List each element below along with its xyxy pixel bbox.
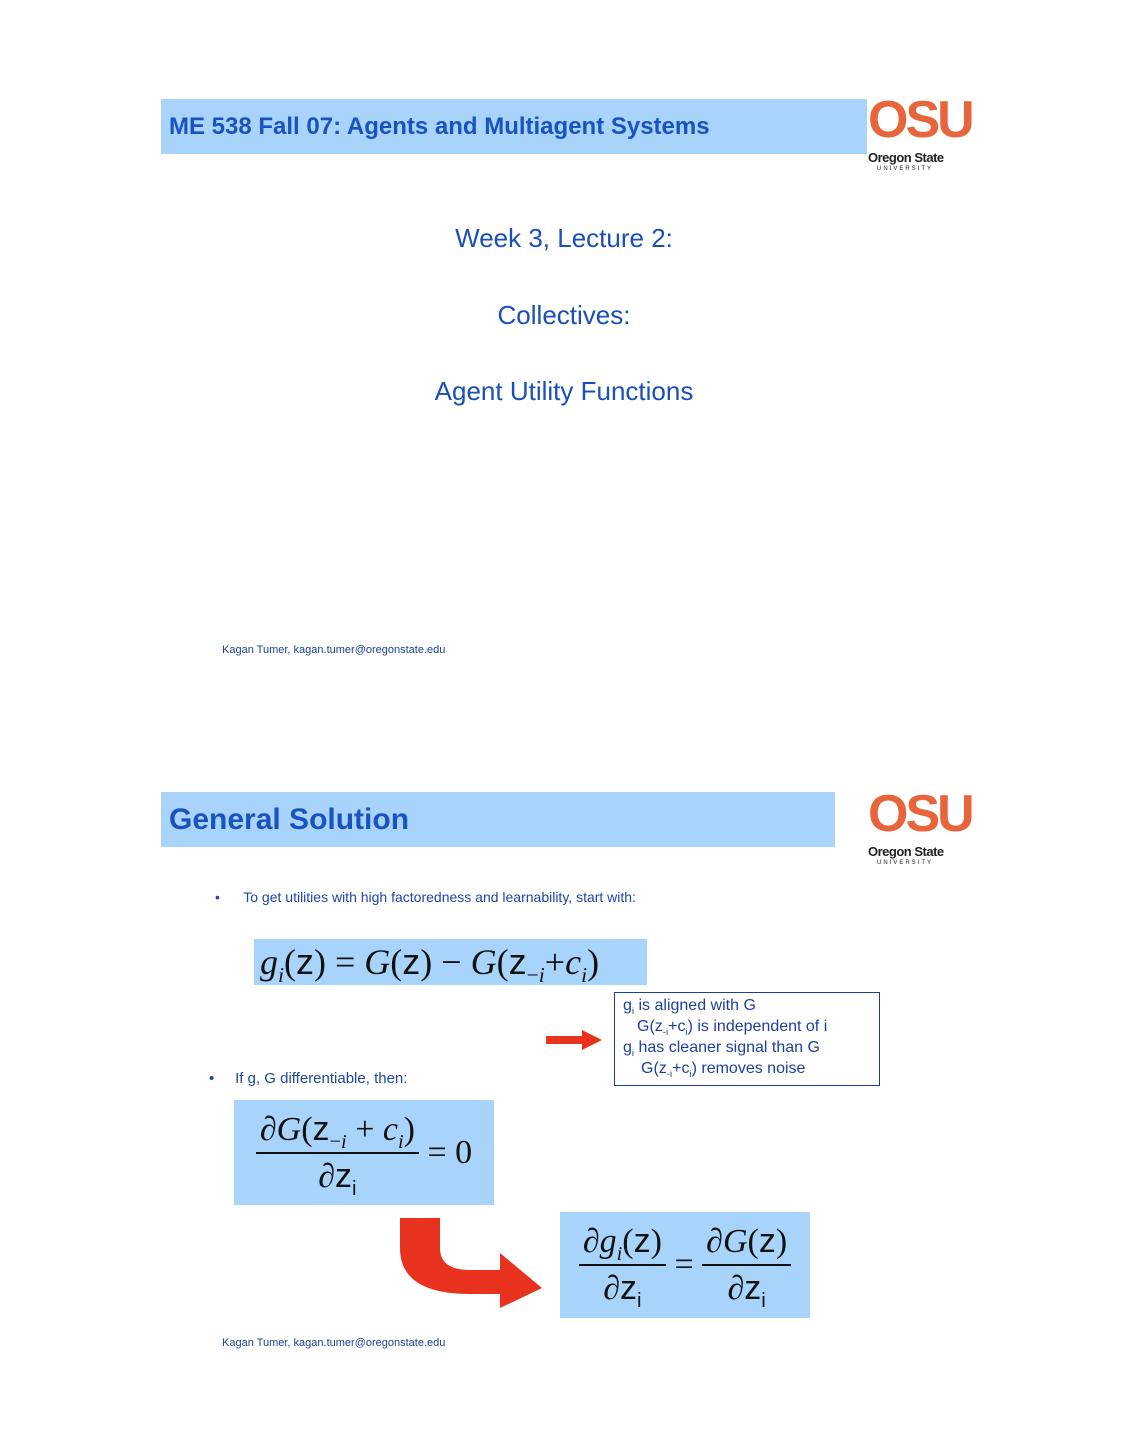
slide2-title: General Solution bbox=[169, 802, 410, 836]
bullet-2: • If g, G differentiable, then: bbox=[209, 1070, 408, 1087]
slide1-footer: Kagan Tumer, kagan.tumer@oregonstate.edu bbox=[222, 644, 446, 656]
subtopic-line: Agent Utility Functions bbox=[434, 376, 694, 406]
gradient-equality-equation: $\frac{\partial g_i(z)}{\partial z_i}$ = $\frac{\partial G(z)}{\partial z_i}$ bbox=[560, 1212, 810, 1318]
note-box: $g_i$ is aligned with G $G(z_{-i}+c_i)$ is independent of i $g_i$ has cleaner signal than G $G(z_{-i}+c_i)$ removes noise bbox=[614, 992, 880, 1086]
lecture-line: Week 3, Lecture 2: bbox=[455, 223, 673, 253]
derivative-zero-equation: $\frac{\partial G(z_{-i} + c_i)}{\partial z_i}$ = 0 bbox=[234, 1100, 494, 1205]
utility-equation: $g_i(z) = G(z) - G(z_{-i}+c_i)$ bbox=[254, 939, 647, 985]
curved-arrow-icon bbox=[400, 1218, 545, 1308]
topic-line: Collectives: bbox=[497, 300, 631, 330]
slide2-footer: Kagan Tumer, kagan.tumer@oregonstate.edu bbox=[222, 1337, 446, 1349]
osu-logo: OSU Oregon State UNIVERSITY bbox=[868, 91, 972, 172]
arrow-right-icon bbox=[546, 1030, 602, 1050]
slide1-title-banner bbox=[161, 99, 867, 154]
osu-logo: OSU Oregon State UNIVERSITY bbox=[868, 785, 972, 866]
slide1-title: ME 538 Fall 07: Agents and Multiagent Systems bbox=[169, 112, 710, 140]
slide2-title-banner bbox=[161, 792, 835, 847]
bullet-1: • To get utilities with high factoredness and learnability, start with: bbox=[215, 889, 636, 905]
